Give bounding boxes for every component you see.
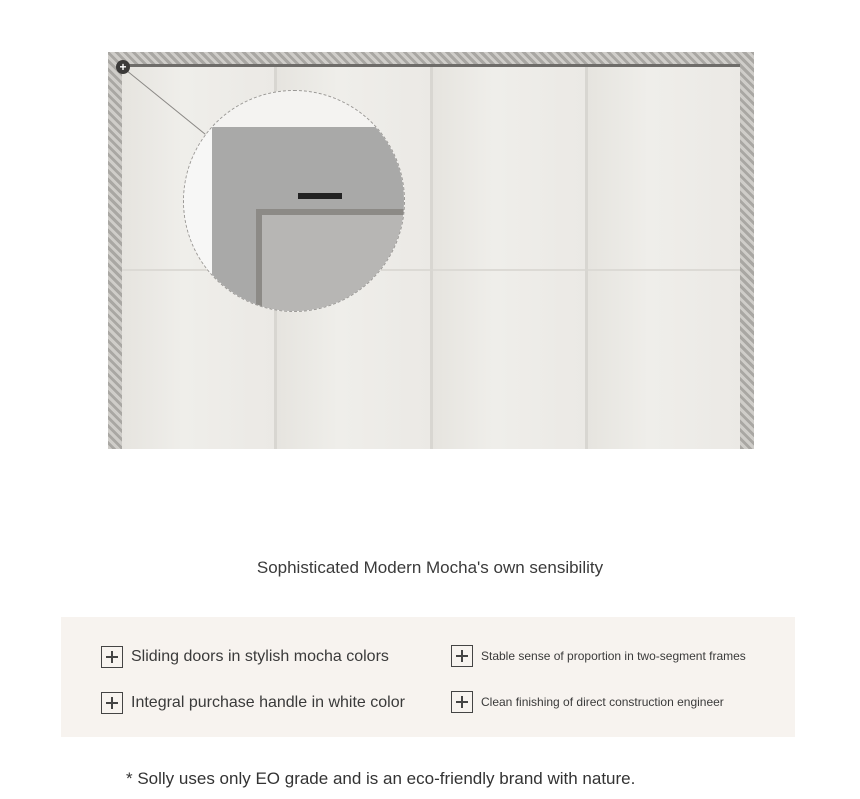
door-panel [433, 66, 588, 449]
plus-square-icon [101, 646, 123, 668]
plus-square-icon [101, 692, 123, 714]
door-panel [588, 66, 740, 449]
plus-square-icon [451, 691, 473, 713]
feature-item [101, 646, 389, 668]
footnote: * Solly uses only EO grade and is an eco-friendly brand with nature. [126, 769, 636, 788]
feature-item [451, 691, 724, 713]
door-split-line [588, 269, 740, 271]
product-image [108, 52, 754, 449]
section-headline: Sophisticated Modern Mocha's own sensibility [256, 558, 604, 577]
detail-zoom-circle [183, 90, 405, 312]
feature-text: Stable sense of proportion in two-segment frames [481, 649, 746, 663]
feature-text: Integral purchase handle in white color [131, 694, 405, 711]
zoom-wall [184, 91, 212, 311]
zoom-label-plate [298, 193, 342, 199]
feature-item [101, 692, 405, 714]
feature-item [451, 645, 746, 667]
feature-text: Sliding doors in stylish mocha colors [131, 648, 389, 665]
features-box [61, 617, 795, 737]
plus-square-icon [451, 645, 473, 667]
door-split-line [433, 269, 585, 271]
feature-text: Clean finishing of direct construction engineer [481, 695, 724, 709]
zoom-frame-corner [256, 209, 405, 312]
plus-marker-icon[interactable]: + [116, 60, 130, 74]
top-rail [122, 64, 740, 67]
